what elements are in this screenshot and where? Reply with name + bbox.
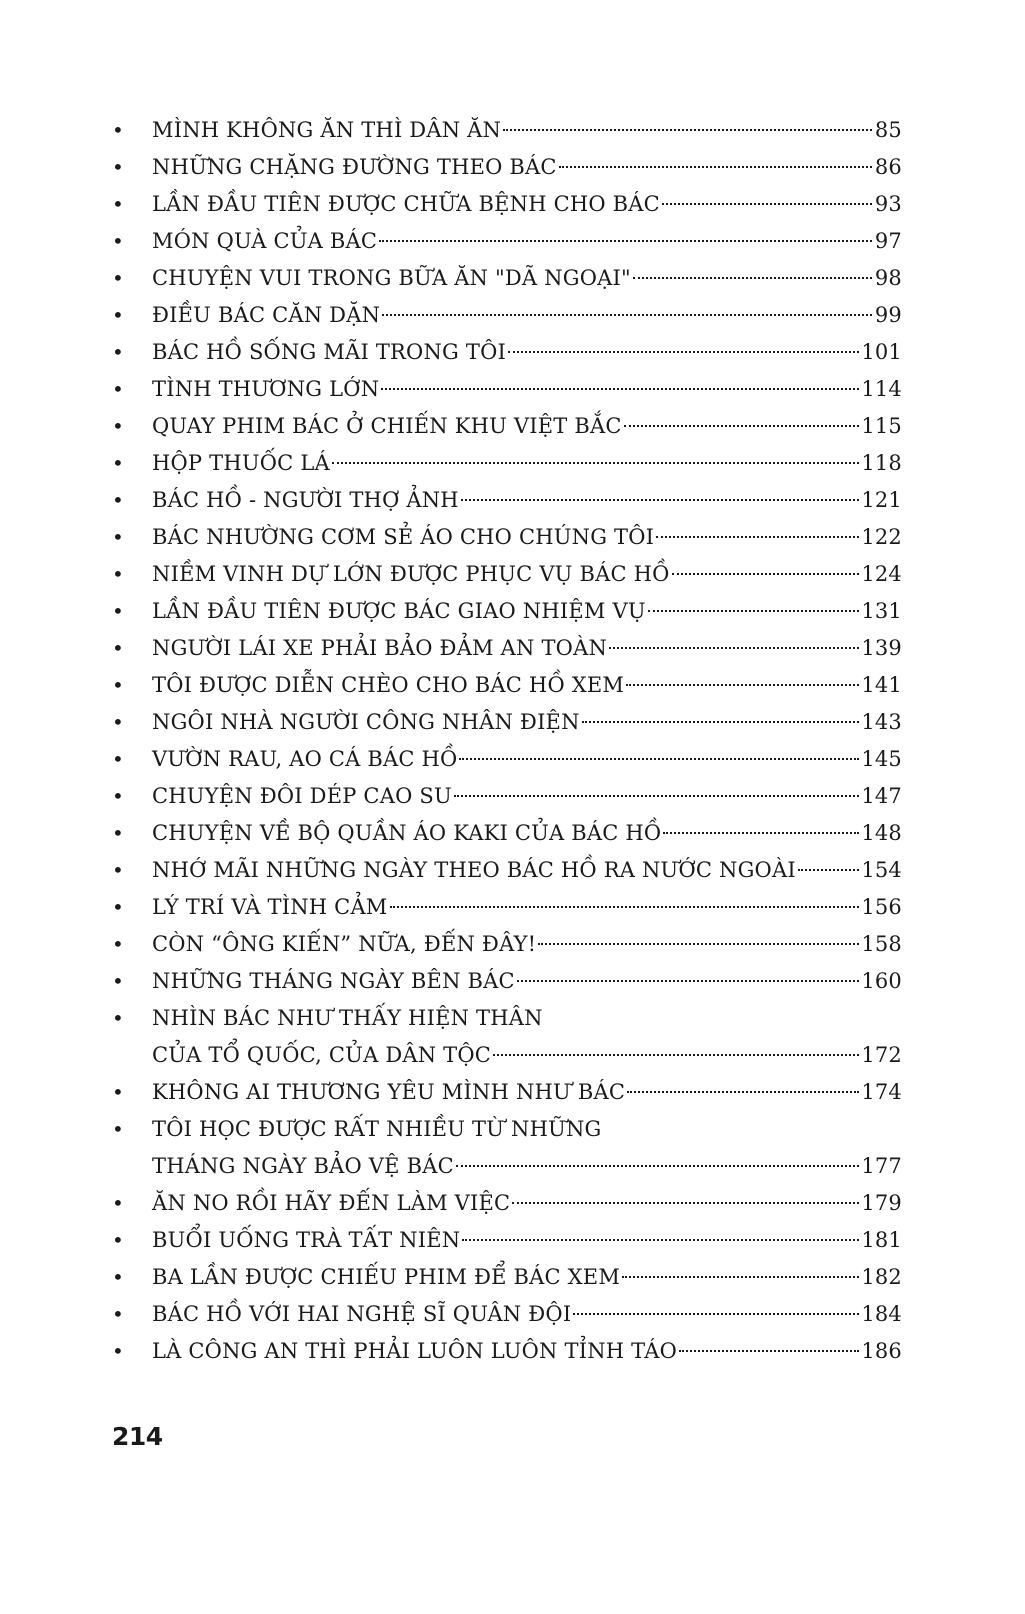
toc-title: NHỮNG CHẶNG ĐƯỜNG THEO BÁC xyxy=(152,155,557,179)
toc-entry-line xyxy=(152,186,902,223)
toc-item xyxy=(112,741,902,778)
bullet-icon: • xyxy=(112,895,124,919)
toc-page-number: 177 xyxy=(861,1154,902,1178)
bullet-icon: • xyxy=(112,266,124,290)
dot-leader xyxy=(517,980,860,982)
bullet-icon: • xyxy=(112,562,124,586)
toc-entry-line xyxy=(152,223,902,260)
bullet-icon: • xyxy=(112,451,124,475)
toc-title: THÁNG NGÀY BẢO VỆ BÁC xyxy=(152,1154,454,1178)
toc-title: NIỀM VINH DỰ LỚN ĐƯỢC PHỤC VỤ BÁC HỒ xyxy=(152,562,670,586)
toc-title: MÓN QUÀ CỦA BÁC xyxy=(152,229,378,253)
toc-item xyxy=(112,1111,902,1185)
toc-title: CHUYỆN VUI TRONG BỮA ĂN "DÃ NGOẠI" xyxy=(152,266,631,290)
bullet-icon: • xyxy=(112,1191,124,1215)
toc-entry-line xyxy=(152,630,902,667)
toc-entry-line xyxy=(152,556,902,593)
toc-page-number: 124 xyxy=(861,562,902,586)
toc-item xyxy=(112,297,902,334)
dot-leader xyxy=(382,314,872,316)
toc-item xyxy=(112,1222,902,1259)
bullet-icon: • xyxy=(112,969,124,993)
toc-title: ĐIỀU BÁC CĂN DẶN xyxy=(152,303,381,327)
dot-leader xyxy=(379,240,872,242)
toc-page-number: 99 xyxy=(874,303,902,327)
toc-item xyxy=(112,556,902,593)
toc-entry xyxy=(152,1296,902,1333)
dot-leader xyxy=(559,166,872,168)
toc-entry xyxy=(152,1074,902,1111)
toc-title: LẦN ĐẦU TIÊN ĐƯỢC CHỮA BỆNH CHO BÁC xyxy=(152,192,660,216)
dot-leader xyxy=(454,795,859,797)
toc-page-number: 147 xyxy=(861,784,902,808)
toc-entry xyxy=(152,593,902,630)
toc-page-number: 160 xyxy=(861,969,902,993)
toc-entry xyxy=(152,408,902,445)
toc-title: TÌNH THƯƠNG LỚN xyxy=(152,377,380,401)
toc-item xyxy=(112,593,902,630)
toc-item xyxy=(112,1074,902,1111)
toc-entry xyxy=(152,445,902,482)
toc-title: BÁC HỒ VỚI HAI NGHỆ SĨ QUÂN ĐỘI xyxy=(152,1302,572,1326)
toc-entry xyxy=(152,519,902,556)
toc-page-number: 141 xyxy=(861,673,902,697)
toc-page-number: 115 xyxy=(861,414,902,438)
dot-leader xyxy=(622,1276,859,1278)
toc-entry xyxy=(152,260,902,297)
toc-page-number: 86 xyxy=(874,155,902,179)
toc-title-first-line: TÔI HỌC ĐƯỢC RẤT NHIỀU TỪ NHỮNG xyxy=(152,1117,602,1141)
toc-item xyxy=(112,1333,902,1370)
bullet-icon: • xyxy=(112,1302,124,1326)
toc-entry xyxy=(152,186,902,223)
toc-page-number: 143 xyxy=(861,710,902,734)
bullet-icon: • xyxy=(112,1339,124,1363)
bullet-icon: • xyxy=(112,488,124,512)
toc-title: NHỚ MÃI NHỮNG NGÀY THEO BÁC HỒ RA NƯỚC NGOÀI xyxy=(152,858,796,882)
toc-title: CHUYỆN VỀ BỘ QUẦN ÁO KAKI CỦA BÁC HỒ xyxy=(152,821,662,845)
toc-entry-line xyxy=(152,889,902,926)
dot-leader xyxy=(508,351,859,353)
dot-leader xyxy=(462,1239,859,1241)
toc-entry-line xyxy=(152,741,902,778)
bullet-icon: • xyxy=(112,192,124,216)
toc-entry xyxy=(152,1185,902,1222)
toc-item xyxy=(112,852,902,889)
toc-page-number: 158 xyxy=(861,932,902,956)
toc-title: KHÔNG AI THƯƠNG YÊU MÌNH NHƯ BÁC xyxy=(152,1080,626,1104)
bullet-icon: • xyxy=(112,1080,124,1104)
bullet-icon: • xyxy=(112,858,124,882)
bullet-icon: • xyxy=(112,155,124,179)
toc-entry-line xyxy=(152,445,902,482)
dot-leader xyxy=(672,573,860,575)
toc-item xyxy=(112,445,902,482)
dot-leader xyxy=(798,869,859,871)
toc-entry xyxy=(152,852,902,889)
toc-page-number: 85 xyxy=(874,118,902,142)
toc-entry xyxy=(152,963,902,1000)
toc-entry xyxy=(152,741,902,778)
dot-leader xyxy=(390,906,860,908)
toc-entry-line xyxy=(152,1296,902,1333)
toc-item xyxy=(112,889,902,926)
toc-item xyxy=(112,1185,902,1222)
dot-leader xyxy=(461,499,859,501)
bullet-icon: • xyxy=(112,414,124,438)
toc-page-number: 145 xyxy=(861,747,902,771)
dot-leader xyxy=(624,425,860,427)
toc-entry xyxy=(152,556,902,593)
toc-title-first-line: NHÌN BÁC NHƯ THẤY HIỆN THÂN xyxy=(152,1006,543,1030)
toc-page-number: 101 xyxy=(861,340,902,364)
toc-page-number: 114 xyxy=(861,377,902,401)
toc-title: NHỮNG THÁNG NGÀY BÊN BÁC xyxy=(152,969,515,993)
toc-title: LÝ TRÍ VÀ TÌNH CẢM xyxy=(152,895,388,919)
toc-item xyxy=(112,519,902,556)
toc-entry-line xyxy=(152,1259,902,1296)
page-number: 214 xyxy=(112,1422,163,1451)
toc-page-number: 181 xyxy=(861,1228,902,1252)
toc-entry xyxy=(152,334,902,371)
toc-item xyxy=(112,704,902,741)
toc-page-number: 98 xyxy=(874,266,902,290)
toc-entry-line xyxy=(152,852,902,889)
toc-item xyxy=(112,1000,902,1074)
toc-title: CỦA TỔ QUỐC, CỦA DÂN TỘC xyxy=(152,1043,492,1067)
bullet-icon: • xyxy=(112,525,124,549)
toc-item xyxy=(112,112,902,149)
toc-item xyxy=(112,815,902,852)
toc-entry-line xyxy=(152,815,902,852)
toc-item xyxy=(112,260,902,297)
bullet-icon: • xyxy=(112,932,124,956)
toc-page-number: 122 xyxy=(861,525,902,549)
toc-item xyxy=(112,778,902,815)
bullet-icon: • xyxy=(112,599,124,623)
toc-title: HỘP THUỐC LÁ xyxy=(152,451,330,475)
toc-item xyxy=(112,149,902,186)
toc-page-number: 121 xyxy=(861,488,902,512)
toc-page-number: 184 xyxy=(861,1302,902,1326)
toc-page-number: 156 xyxy=(861,895,902,919)
toc-entry-line xyxy=(152,593,902,630)
toc-title: BÁC NHƯỜNG CƠM SẺ ÁO CHO CHÚNG TÔI xyxy=(152,525,655,549)
dot-leader xyxy=(648,610,860,612)
toc-entry-line xyxy=(152,519,902,556)
dot-leader xyxy=(656,536,859,538)
dot-leader xyxy=(538,943,859,945)
bullet-icon: • xyxy=(112,747,124,771)
bullet-icon: • xyxy=(112,118,124,142)
toc-item xyxy=(112,630,902,667)
toc-page-number: 131 xyxy=(861,599,902,623)
toc-item xyxy=(112,408,902,445)
toc-entry-line xyxy=(152,297,902,334)
toc-page-number: 154 xyxy=(861,858,902,882)
dot-leader xyxy=(332,462,859,464)
toc-title: BUỔI UỐNG TRÀ TẤT NIÊN xyxy=(152,1228,461,1252)
toc-title: BÁC HỒ - NGƯỜI THỢ ẢNH xyxy=(152,488,459,512)
toc-item xyxy=(112,186,902,223)
dot-leader xyxy=(663,832,859,834)
toc-entry xyxy=(152,630,902,667)
toc-entry-line xyxy=(152,482,902,519)
toc-entry-line xyxy=(152,112,902,149)
toc-entry-line xyxy=(152,1074,902,1111)
toc-entry-line xyxy=(152,667,902,704)
toc-title: BÁC HỒ SỐNG MÃI TRONG TÔI xyxy=(152,340,506,364)
toc-title: ĂN NO RỒI HÃY ĐẾN LÀM VIỆC xyxy=(152,1191,511,1215)
toc-page-number: 118 xyxy=(861,451,902,475)
dot-leader xyxy=(381,388,859,390)
toc-entry xyxy=(152,815,902,852)
toc-item xyxy=(112,1296,902,1333)
bullet-icon: • xyxy=(112,229,124,253)
toc-entry xyxy=(152,1222,902,1259)
dot-leader xyxy=(627,1091,859,1093)
toc-item xyxy=(112,334,902,371)
toc-title: MÌNH KHÔNG ĂN THÌ DÂN ĂN xyxy=(152,118,502,142)
toc-entry-line xyxy=(152,1185,902,1222)
toc-entry-line xyxy=(152,260,902,297)
toc-entry-line xyxy=(152,371,902,408)
toc-entry xyxy=(152,704,902,741)
dot-leader xyxy=(503,129,872,131)
table-of-contents xyxy=(112,112,902,1370)
toc-page-number: 172 xyxy=(861,1043,902,1067)
toc-page-number: 179 xyxy=(861,1191,902,1215)
toc-entry-line xyxy=(152,334,902,371)
dot-leader xyxy=(582,721,860,723)
toc-entry xyxy=(152,223,902,260)
bullet-icon: • xyxy=(112,377,124,401)
dot-leader xyxy=(679,1350,859,1352)
toc-entry xyxy=(152,1111,902,1185)
toc-title: BA LẦN ĐƯỢC CHIẾU PHIM ĐỂ BÁC XEM xyxy=(152,1265,621,1289)
bullet-icon: • xyxy=(112,821,124,845)
bullet-icon: • xyxy=(112,673,124,697)
bullet-icon: • xyxy=(112,1265,124,1289)
toc-title: VƯỜN RAU, AO CÁ BÁC HỒ xyxy=(152,747,458,771)
toc-page-number: 174 xyxy=(861,1080,902,1104)
toc-entry-line xyxy=(152,778,902,815)
toc-title: LẦN ĐẦU TIÊN ĐƯỢC BÁC GIAO NHIỆM VỤ xyxy=(152,599,646,623)
bullet-icon: • xyxy=(112,1006,124,1030)
toc-page-number: 186 xyxy=(861,1339,902,1363)
toc-item xyxy=(112,963,902,1000)
bullet-icon: • xyxy=(112,636,124,660)
toc-entry xyxy=(152,926,902,963)
bullet-icon: • xyxy=(112,784,124,808)
dot-leader xyxy=(609,647,859,649)
toc-entry xyxy=(152,667,902,704)
toc-entry xyxy=(152,149,902,186)
toc-entry-line xyxy=(152,1037,902,1074)
toc-title: LÀ CÔNG AN THÌ PHẢI LUÔN LUÔN TỈNH TÁO xyxy=(152,1339,678,1363)
bullet-icon: • xyxy=(112,340,124,364)
toc-entry-line xyxy=(152,408,902,445)
dot-leader xyxy=(493,1054,859,1056)
bullet-icon: • xyxy=(112,1228,124,1252)
toc-page-number: 93 xyxy=(874,192,902,216)
toc-entry xyxy=(152,297,902,334)
toc-entry-line xyxy=(152,704,902,741)
toc-title: NGƯỜI LÁI XE PHẢI BẢO ĐẢM AN TOÀN xyxy=(152,636,608,660)
toc-entry xyxy=(152,112,902,149)
toc-entry-line xyxy=(152,149,902,186)
toc-entry xyxy=(152,778,902,815)
toc-item xyxy=(112,926,902,963)
toc-entry xyxy=(152,482,902,519)
dot-leader xyxy=(662,203,872,205)
toc-item xyxy=(112,482,902,519)
toc-entry-line xyxy=(152,963,902,1000)
toc-page-number: 182 xyxy=(861,1265,902,1289)
toc-entry-line xyxy=(152,926,902,963)
toc-entry xyxy=(152,1333,902,1370)
toc-entry xyxy=(152,1000,902,1074)
toc-item xyxy=(112,223,902,260)
dot-leader xyxy=(633,277,872,279)
dot-leader xyxy=(456,1165,859,1167)
bullet-icon: • xyxy=(112,303,124,327)
dot-leader xyxy=(512,1202,859,1204)
toc-item xyxy=(112,371,902,408)
bullet-icon: • xyxy=(112,1117,124,1141)
toc-title: TÔI ĐƯỢC DIỄN CHÈO CHO BÁC HỒ XEM xyxy=(152,673,625,697)
toc-entry xyxy=(152,371,902,408)
toc-page-number: 139 xyxy=(861,636,902,660)
dot-leader xyxy=(573,1313,859,1315)
bullet-icon: • xyxy=(112,710,124,734)
toc-title: NGÔI NHÀ NGƯỜI CÔNG NHÂN ĐIỆN xyxy=(152,710,580,734)
toc-entry xyxy=(152,889,902,926)
toc-item xyxy=(112,1259,902,1296)
toc-entry xyxy=(152,1259,902,1296)
toc-entry-line xyxy=(152,1148,902,1185)
toc-entry-line xyxy=(152,1222,902,1259)
toc-item xyxy=(112,667,902,704)
toc-page-number: 148 xyxy=(861,821,902,845)
dot-leader xyxy=(626,684,859,686)
toc-title: CÒN “ÔNG KIẾN” NỮA, ĐẾN ĐÂY! xyxy=(152,932,537,956)
toc-page-number: 97 xyxy=(874,229,902,253)
toc-entry-line xyxy=(152,1333,902,1370)
toc-title: CHUYỆN ĐÔI DÉP CAO SU xyxy=(152,784,452,808)
toc-title: QUAY PHIM BÁC Ở CHIẾN KHU VIỆT BẮC xyxy=(152,414,622,438)
dot-leader xyxy=(459,758,859,760)
